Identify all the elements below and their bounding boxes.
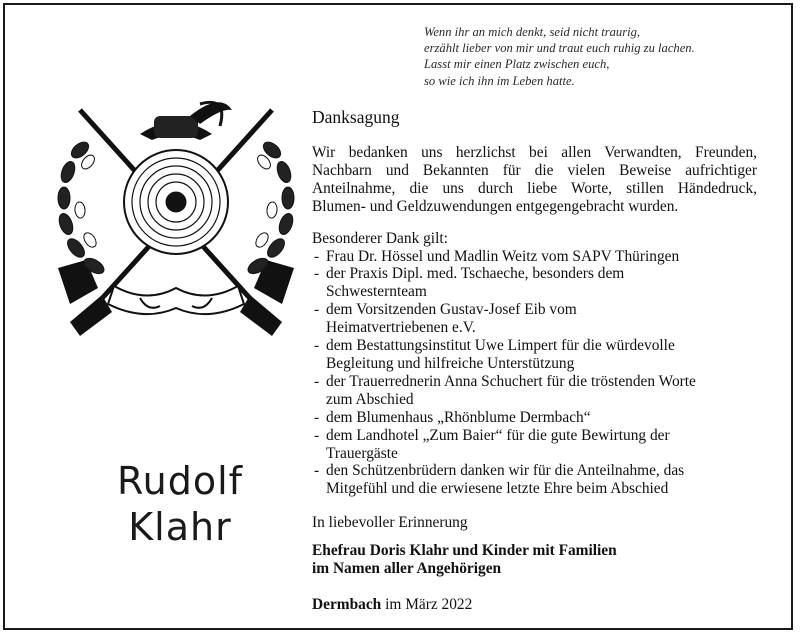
list-item-text: dem Bestattungsinstitut Uwe Limpert für die würdevolle [326,337,675,355]
list-item-text: dem Vorsitzenden Gustav-Josef Eib vom [326,301,577,319]
intro-line: Nachbarn und Bekannten für die vielen Beweise aufrichtiger [312,161,757,179]
list-item-text: Heimatvertriebenen e.V. [326,319,476,337]
deceased-last-name: Klahr [128,505,232,549]
thank-you-notice [312,106,757,614]
shooting-club-emblem-icon [50,90,302,340]
intro-line: Blumen- und Geldzuwendungen entgegengebracht wurden. [312,197,679,215]
date-text: im März 2022 [385,595,473,613]
place-and-date [312,596,757,614]
list-item [312,409,757,427]
signers [312,542,757,578]
list-item [312,248,757,266]
list-item-text: Schwesternteam [326,283,427,301]
list-item-text: Trauergäste [326,444,398,462]
list-item-text: der Praxis Dipl. med. Tschaeche, besonders dem [326,265,625,283]
list-item-text: der Trauerrednerin Anna Schuchert für die tröstenden Worte [326,372,696,390]
list-item [312,373,757,409]
intro-line: Anteilnahme, die uns durch liebe Worte, stillen Händedruck, [312,179,757,197]
poem [424,24,695,89]
list-item [312,427,757,463]
deceased-first-name: Rudolf [116,459,244,503]
list-item-text: Mitgefühl und die erwiesene letzte Ehre beim Abschied [326,480,669,498]
notice-heading: Danksagung [312,107,400,127]
signer-line: Ehefrau Doris Klahr und Kinder mit Familien [312,542,617,560]
list-item [312,337,757,373]
special-thanks-list [312,248,757,499]
poem-line: erzählt lieber von mir und traut euch ruhig zu lachen. [424,41,695,56]
special-thanks-heading: Besonderer Dank gilt: [312,229,448,247]
signer-line: im Namen aller Angehörigen [312,560,502,578]
intro-line: Wir bedanken uns herzlichst bei allen Verwandten, Freunden, [312,144,757,161]
deceased-name [95,458,265,550]
list-item [312,265,757,301]
list-item-text: dem Blumenhaus „Rhönblume Dermbach“ [326,408,591,426]
list-item-text: Frau Dr. Hössel und Madlin Weitz vom SAPV Thüringen [326,247,680,265]
list-item [312,301,757,337]
list-item-text: zum Abschied [326,390,414,408]
list-item [312,462,757,498]
memory-line: In liebevoller Erinnerung [312,514,468,532]
list-item-text: den Schützenbrüdern danken wir für die Anteilnahme, das [326,462,685,480]
poem-line: so wie ich ihn im Leben hatte. [424,73,575,88]
poem-line: Lasst mir einen Platz zwischen euch, [424,57,610,72]
list-item-text: dem Landhotel „Zum Baier“ für die gute Bewirtung der [326,426,670,444]
intro-paragraph [312,144,757,216]
place-name: Dermbach [312,595,382,613]
poem-line: Wenn ihr an mich denkt, seid nicht traurig, [424,25,641,39]
list-item-text: Begleitung und hilfreiche Unterstützung [326,354,575,372]
